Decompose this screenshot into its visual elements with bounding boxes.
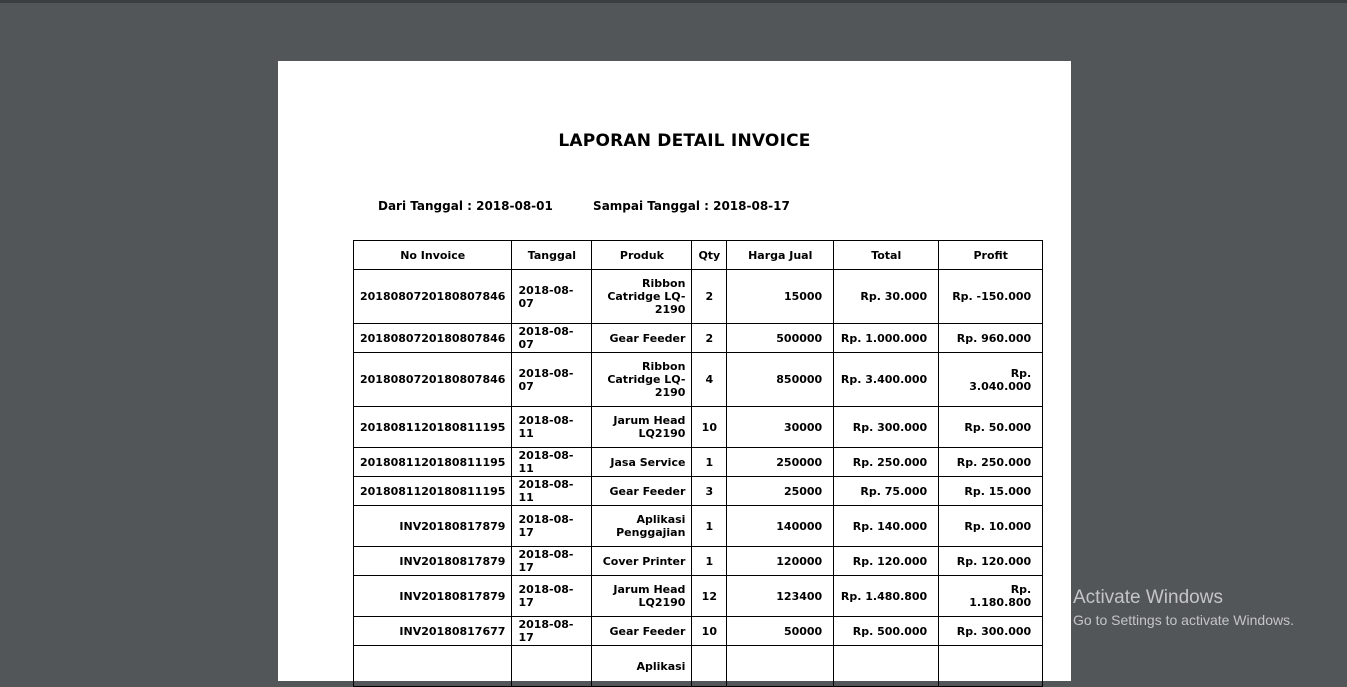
table-body xyxy=(354,270,1043,687)
cell-profit: Rp. 10.000 xyxy=(939,506,1043,547)
cell-invoice: 2018080720180807846 xyxy=(354,353,512,407)
cell-price: 500000 xyxy=(727,324,834,353)
cell-total: Rp. 300.000 xyxy=(834,407,939,448)
cell-product: Gear Feeder xyxy=(592,477,692,506)
cell-total: Rp. 250.000 xyxy=(834,448,939,477)
cell-price: 850000 xyxy=(727,353,834,407)
cell-profit xyxy=(939,646,1043,687)
cell-product: Gear Feeder xyxy=(592,324,692,353)
cell-qty: 2 xyxy=(692,324,727,353)
cell-date xyxy=(512,646,592,687)
cell-total: Rp. 30.000 xyxy=(834,270,939,324)
table-row xyxy=(354,407,1043,448)
from-date: Dari Tanggal : 2018-08-01 xyxy=(378,199,553,213)
cell-price: 25000 xyxy=(727,477,834,506)
cell-total: Rp. 1.000.000 xyxy=(834,324,939,353)
table-row xyxy=(354,617,1043,646)
col-harga-jual: Harga Jual xyxy=(727,241,834,270)
cell-product: Cover Printer xyxy=(592,547,692,576)
col-produk: Produk xyxy=(592,241,692,270)
cell-price xyxy=(727,646,834,687)
pdf-page xyxy=(278,61,1071,681)
cell-total: Rp. 1.480.800 xyxy=(834,576,939,617)
table-row xyxy=(354,646,1043,687)
col-no-invoice: No Invoice xyxy=(354,241,512,270)
col-profit: Profit xyxy=(939,241,1043,270)
table-row xyxy=(354,448,1043,477)
cell-qty: 3 xyxy=(692,477,727,506)
cell-total: Rp. 500.000 xyxy=(834,617,939,646)
table-row xyxy=(354,324,1043,353)
col-tanggal: Tanggal xyxy=(512,241,592,270)
cell-profit: Rp. 960.000 xyxy=(939,324,1043,353)
cell-invoice: 2018081120180811195 xyxy=(354,407,512,448)
cell-invoice: 2018081120180811195 xyxy=(354,448,512,477)
cell-invoice xyxy=(354,646,512,687)
cell-profit: Rp. 50.000 xyxy=(939,407,1043,448)
cell-profit: Rp. -150.000 xyxy=(939,270,1043,324)
cell-invoice: INV20180817879 xyxy=(354,506,512,547)
to-date: Sampai Tanggal : 2018-08-17 xyxy=(593,199,790,213)
cell-product: Jarum Head LQ2190 xyxy=(592,576,692,617)
cell-price: 50000 xyxy=(727,617,834,646)
cell-date: 2018-08-11 xyxy=(512,477,592,506)
cell-date: 2018-08-17 xyxy=(512,547,592,576)
cell-total: Rp. 120.000 xyxy=(834,547,939,576)
cell-qty: 4 xyxy=(692,353,727,407)
cell-price: 120000 xyxy=(727,547,834,576)
cell-product: Ribbon Catridge LQ-2190 xyxy=(592,353,692,407)
cell-product: Ribbon Catridge LQ-2190 xyxy=(592,270,692,324)
cell-price: 140000 xyxy=(727,506,834,547)
cell-total: Rp. 75.000 xyxy=(834,477,939,506)
table-row xyxy=(354,547,1043,576)
viewer-top-bar xyxy=(0,0,1347,3)
table-row xyxy=(354,576,1043,617)
cell-profit: Rp. 250.000 xyxy=(939,448,1043,477)
col-total: Total xyxy=(834,241,939,270)
cell-date: 2018-08-17 xyxy=(512,506,592,547)
table-header-row xyxy=(354,241,1043,270)
cell-qty: 10 xyxy=(692,617,727,646)
cell-date: 2018-08-17 xyxy=(512,576,592,617)
table-row xyxy=(354,270,1043,324)
watermark-title: Activate Windows xyxy=(1073,587,1223,608)
table-row xyxy=(354,353,1043,407)
cell-qty xyxy=(692,646,727,687)
cell-total: Rp. 3.400.000 xyxy=(834,353,939,407)
cell-total: Rp. 140.000 xyxy=(834,506,939,547)
cell-invoice: INV20180817879 xyxy=(354,576,512,617)
cell-total xyxy=(834,646,939,687)
cell-date: 2018-08-07 xyxy=(512,270,592,324)
cell-product: Aplikasi xyxy=(592,646,692,687)
cell-date: 2018-08-11 xyxy=(512,407,592,448)
cell-qty: 12 xyxy=(692,576,727,617)
cell-invoice: 2018080720180807846 xyxy=(354,324,512,353)
cell-qty: 1 xyxy=(692,448,727,477)
date-range xyxy=(378,199,790,213)
cell-qty: 10 xyxy=(692,407,727,448)
cell-profit: Rp. 1.180.800 xyxy=(939,576,1043,617)
cell-price: 15000 xyxy=(727,270,834,324)
table-row xyxy=(354,477,1043,506)
cell-product: Aplikasi Penggajian xyxy=(592,506,692,547)
cell-qty: 2 xyxy=(692,270,727,324)
cell-price: 30000 xyxy=(727,407,834,448)
cell-profit: Rp. 15.000 xyxy=(939,477,1043,506)
cell-invoice: 2018080720180807846 xyxy=(354,270,512,324)
cell-product: Gear Feeder xyxy=(592,617,692,646)
cell-product: Jarum Head LQ2190 xyxy=(592,407,692,448)
invoice-detail-table xyxy=(353,240,1043,687)
windows-activation-watermark xyxy=(1073,587,1294,631)
watermark-subtitle: Go to Settings to activate Windows. xyxy=(1073,612,1294,628)
cell-price: 250000 xyxy=(727,448,834,477)
table-row xyxy=(354,506,1043,547)
cell-profit: Rp. 300.000 xyxy=(939,617,1043,646)
col-qty: Qty xyxy=(692,241,727,270)
cell-qty: 1 xyxy=(692,506,727,547)
report-title: LAPORAN DETAIL INVOICE xyxy=(558,131,811,151)
cell-date: 2018-08-17 xyxy=(512,617,592,646)
cell-invoice: 2018081120180811195 xyxy=(354,477,512,506)
cell-invoice: INV20180817879 xyxy=(354,547,512,576)
cell-invoice: INV20180817677 xyxy=(354,617,512,646)
cell-qty: 1 xyxy=(692,547,727,576)
cell-profit: Rp. 120.000 xyxy=(939,547,1043,576)
cell-date: 2018-08-07 xyxy=(512,324,592,353)
cell-date: 2018-08-07 xyxy=(512,353,592,407)
cell-profit: Rp. 3.040.000 xyxy=(939,353,1043,407)
cell-date: 2018-08-11 xyxy=(512,448,592,477)
cell-product: Jasa Service xyxy=(592,448,692,477)
cell-price: 123400 xyxy=(727,576,834,617)
